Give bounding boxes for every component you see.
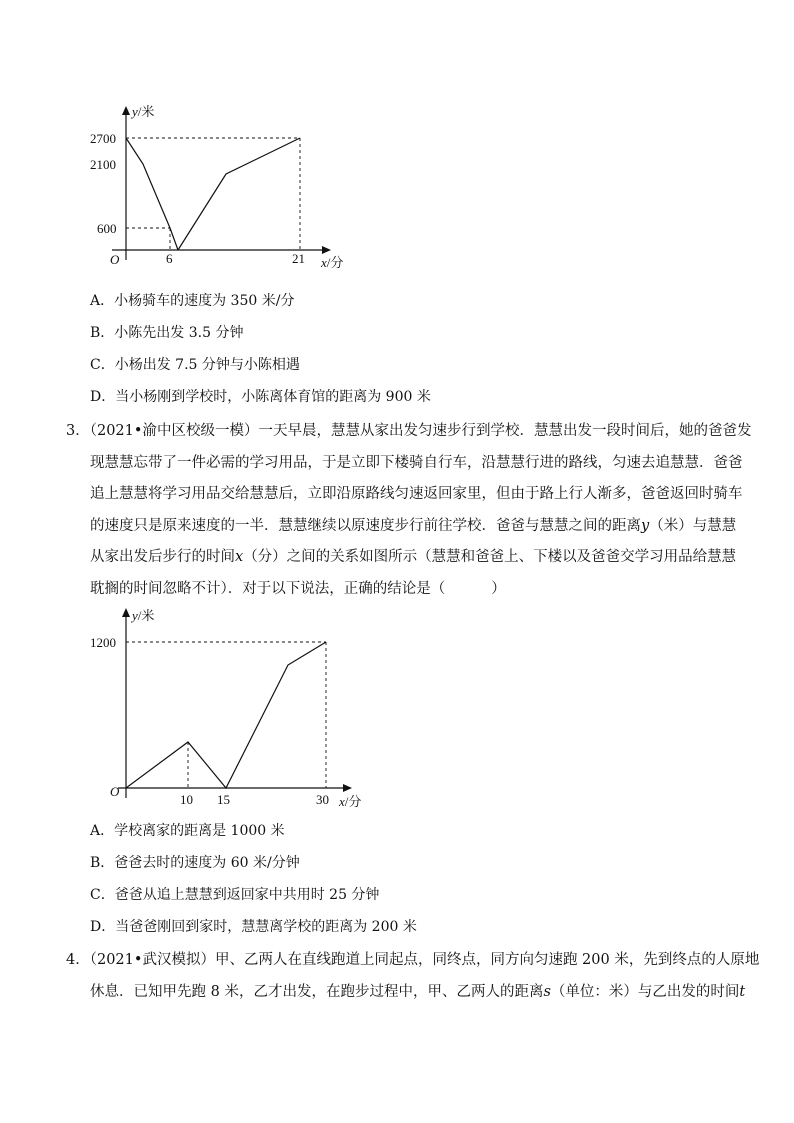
graph-1 — [88, 100, 358, 275]
graph2-tick-30: 30 — [316, 792, 329, 807]
q4-question — [66, 945, 760, 1008]
graph1-tick-21: 21 — [292, 251, 305, 266]
q3-option-a: A．学校离家的距离是 1000 米 — [90, 823, 285, 839]
q3-option-d: D．当爸爸刚回到家时，慧慧离学校的距离为 200 米 — [90, 919, 417, 935]
q3-line-3: 追上慧慧将学习用品交给慧慧后，立即沿原路线匀速返回家里，但由于路上行人渐多，爸爸返回时骑车 — [90, 486, 743, 502]
q3-line-2: 现慧慧忘带了一件必需的学习用品，于是立即下楼骑自行车，沿慧慧行进的路线，匀速去追慧慧．爸爸 — [90, 454, 743, 471]
q2-option-c: C．小杨出发 7.5 分钟与小陈相遇 — [90, 357, 300, 373]
graph2-y-label: y/米 — [132, 608, 155, 623]
graph1-x-label: x/分 — [321, 255, 344, 270]
graph2-x-arrow — [343, 784, 352, 792]
graph1-line-a — [126, 138, 178, 250]
graph2-tick-10: 10 — [180, 792, 193, 807]
graph2-x-label: x/分 — [339, 794, 362, 809]
graph1-tick-2700: 2700 — [90, 131, 116, 146]
q4-line-1: 4．（2021•武汉模拟）甲、乙两人在直线跑道上同起点，同终点，同方向匀速跑 200 米，先到终点的人原地 — [66, 952, 760, 968]
graph1-line-b — [178, 138, 300, 250]
q2-option-a: A．小杨骑车的速度为 350 米/分 — [90, 293, 295, 309]
q4-number: 4． — [66, 952, 90, 968]
q2-option-b: B．小陈先出发 3.5 分钟 — [90, 325, 244, 341]
q3-source: （2021•渝中区校级一模） — [89, 423, 259, 439]
graph1-y-label: y/米 — [132, 104, 155, 119]
graph1-tick-6: 6 — [166, 251, 173, 266]
q3-option-b: B．爸爸去时的速度为 60 米/分钟 — [90, 855, 300, 871]
graph-2 — [88, 602, 378, 810]
q3-number: 3． — [66, 423, 90, 439]
q2-option-d: D．当小杨刚到学校时，小陈离体育馆的距离为 900 米 — [90, 389, 431, 405]
graph1-origin: O — [110, 252, 120, 267]
graph1-x-arrow — [322, 246, 331, 254]
q3-line-4: 的速度只是原来速度的一半．慧慧继续以原速度步行前往学校．爸爸与慧慧之间的距离y（米）与慧慧 — [90, 517, 737, 534]
q4-source: （2021•武汉模拟） — [89, 952, 215, 968]
q3-option-c: C．爸爸从追上慧慧到返回家中共用时 25 分钟 — [90, 887, 380, 903]
graph2-line — [126, 642, 326, 788]
q3-line-1: 3．（2021•渝中区校级一模）一天早晨，慧慧从家出发匀速步行到学校．慧慧出发一段时间后，她的爸爸发 — [66, 423, 752, 439]
q3-line-5: 从家出发后步行的时间x（分）之间的关系如图所示（慧慧和爸爸上、下楼以及爸爸交学习用品给慧慧 — [90, 549, 737, 565]
graph2-y-arrow — [122, 608, 130, 617]
q3-line-6: 耽搁的时间忽略不计）．对于以下说法，正确的结论是（ ） — [90, 580, 506, 597]
graph1-y-arrow — [122, 106, 130, 115]
graph2-tick-1200: 1200 — [90, 635, 116, 650]
graph2-origin: O — [110, 784, 120, 799]
graph1-tick-600: 600 — [97, 221, 117, 236]
q3-question — [66, 416, 752, 605]
graph2-tick-15: 15 — [217, 792, 230, 807]
graph1-tick-2100: 2100 — [90, 157, 116, 172]
q4-line-2: 休息．已知甲先跑 8 米，乙才出发，在跑步过程中，甲、乙两人的距离s（单位：米）与乙出发的时间t — [90, 983, 746, 1000]
